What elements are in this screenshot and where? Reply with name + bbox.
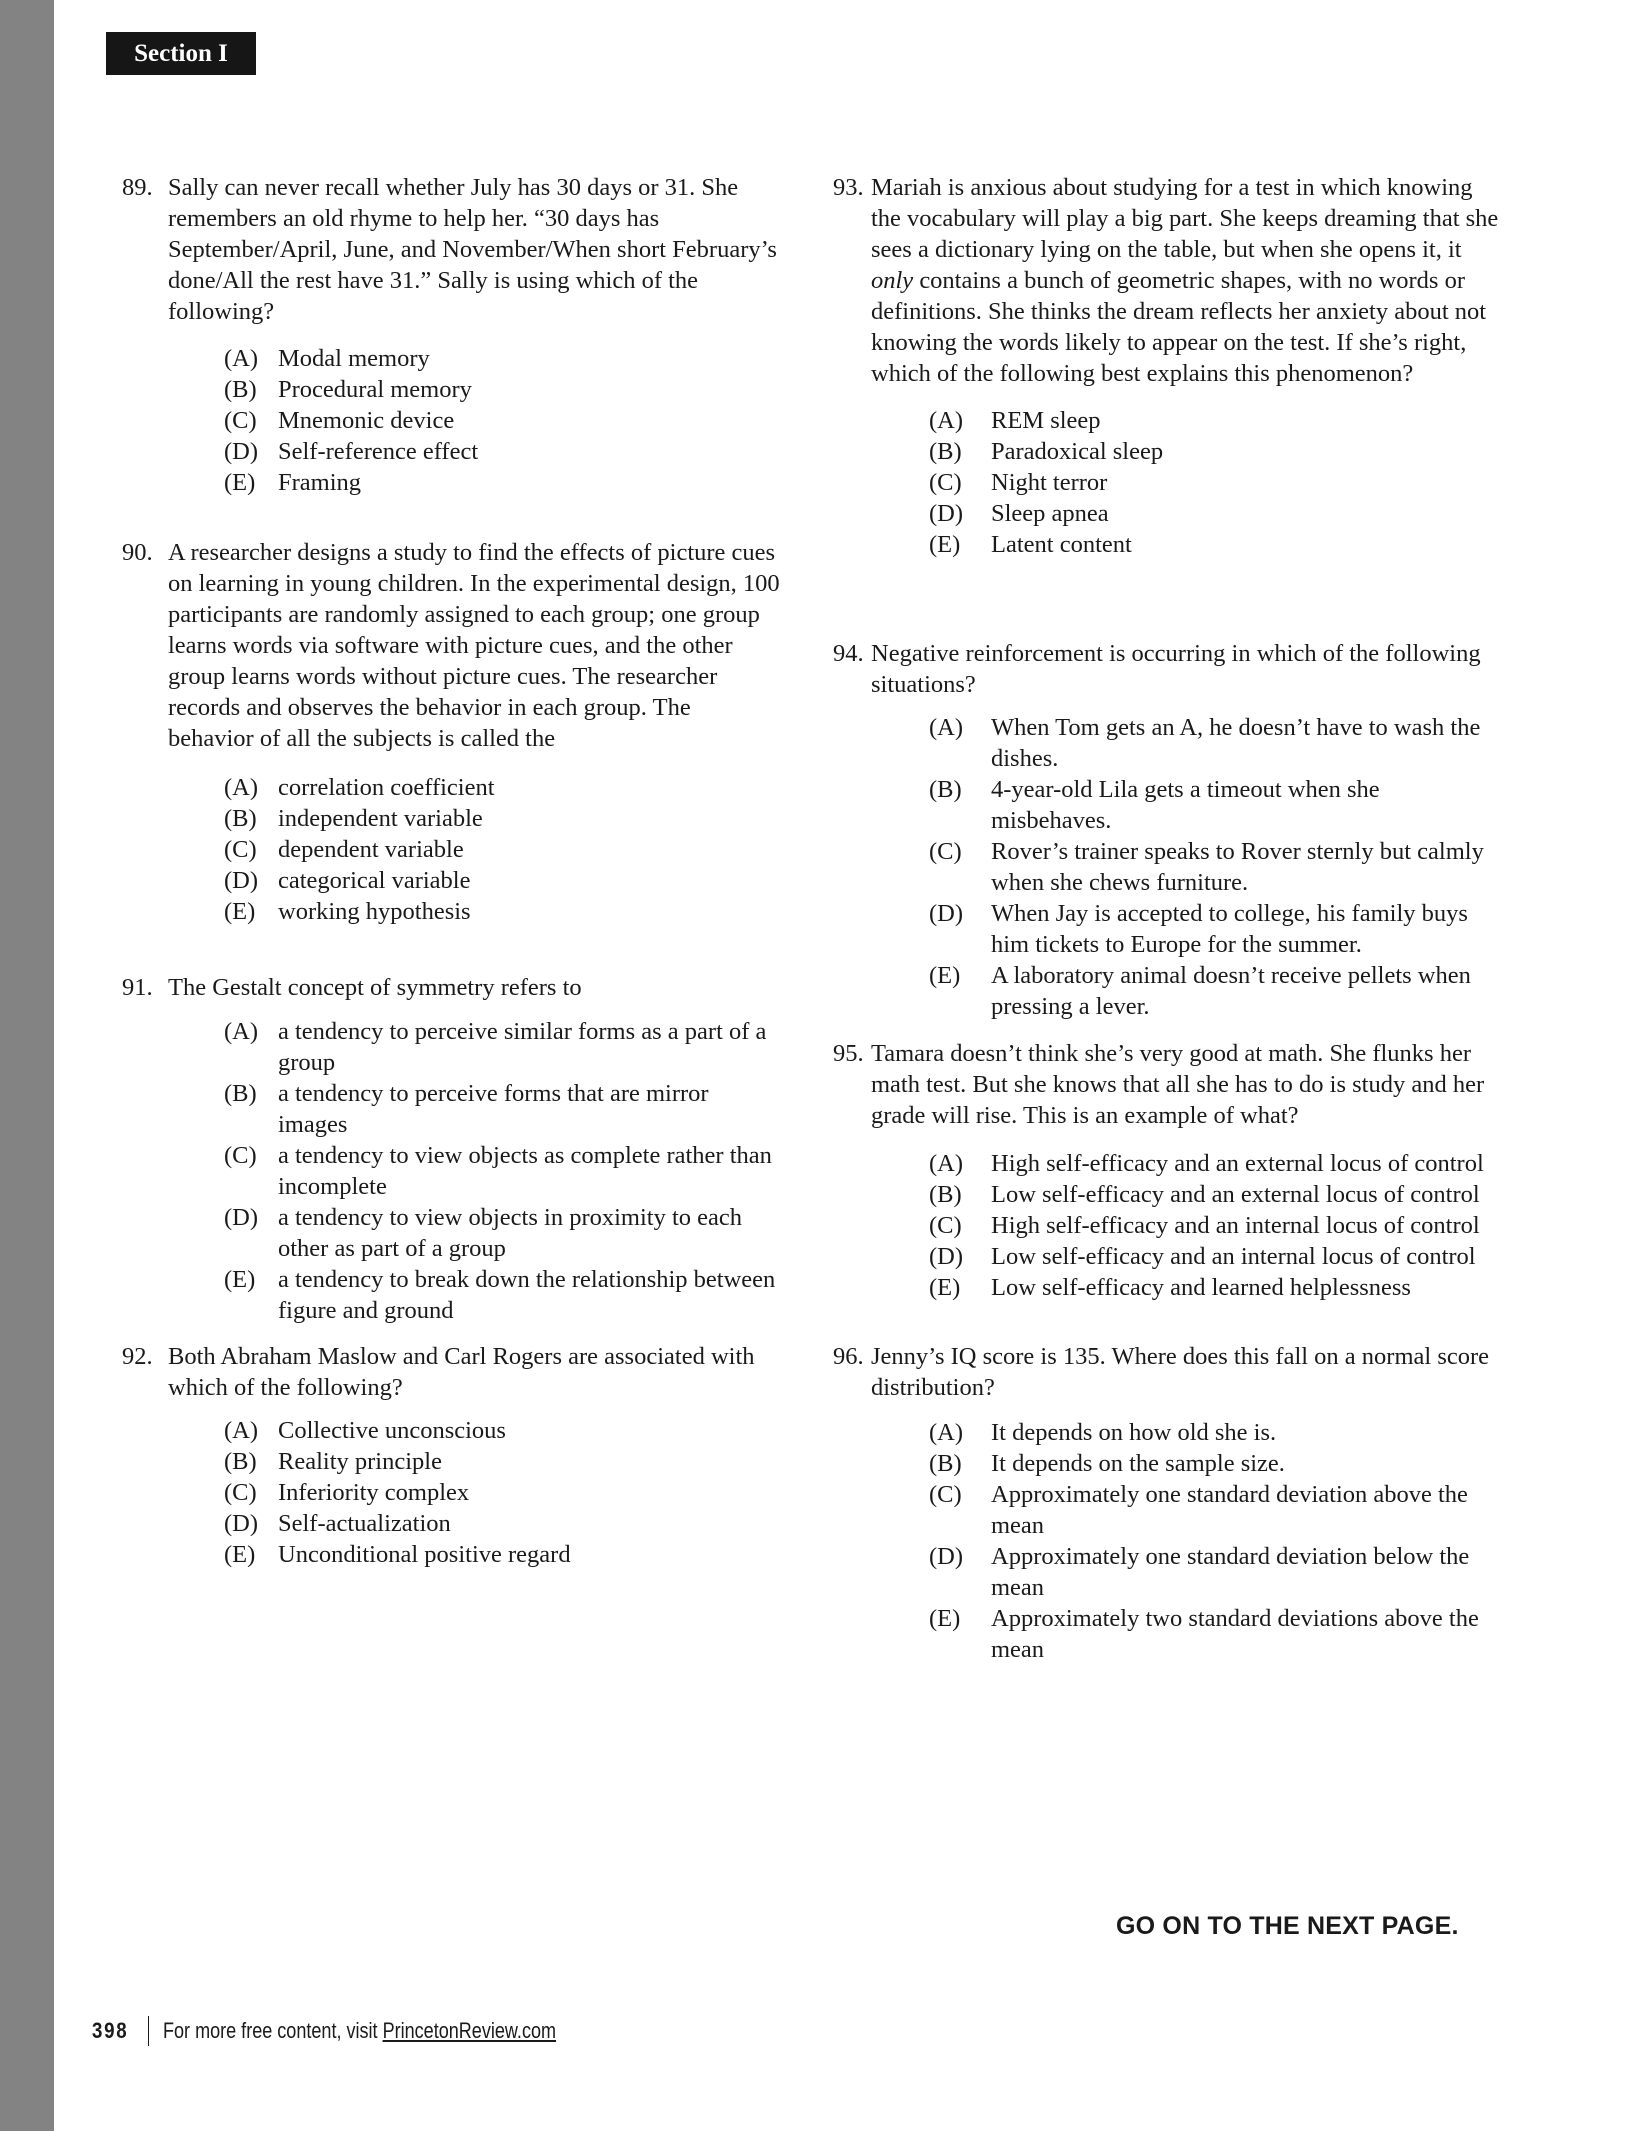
option-letter: (C) bbox=[224, 836, 257, 863]
answer-option-b[interactable] bbox=[168, 1078, 782, 1140]
option-letter: (D) bbox=[929, 500, 964, 527]
answer-option-e[interactable] bbox=[168, 896, 782, 927]
question-stem bbox=[122, 172, 782, 327]
option-letter: (B) bbox=[224, 1080, 257, 1107]
answer-option-e[interactable] bbox=[871, 529, 1503, 560]
question-stem bbox=[833, 638, 1503, 700]
option-text: a tendency to perceive forms that are mirror images bbox=[278, 1080, 709, 1138]
option-letter: (D) bbox=[224, 438, 259, 465]
option-text: Inferiority complex bbox=[278, 1479, 470, 1506]
page-number: 398 bbox=[92, 2018, 129, 2043]
question-text: Both Abraham Maslow and Carl Rogers are associated with which of the following? bbox=[168, 1343, 755, 1401]
question-text bbox=[871, 174, 1498, 387]
option-letter: (D) bbox=[224, 1204, 259, 1231]
option-text: High self-efficacy and an external locus of control bbox=[991, 1150, 1484, 1177]
option-text: Modal memory bbox=[278, 345, 430, 372]
option-text: A laboratory animal doesn’t receive pellets when pressing a lever. bbox=[991, 962, 1471, 1020]
option-letter: (A) bbox=[929, 1419, 964, 1446]
option-letter: (E) bbox=[929, 1274, 961, 1301]
option-text: Low self-efficacy and learned helplessness bbox=[991, 1274, 1411, 1301]
answer-option-e[interactable] bbox=[168, 1264, 782, 1326]
option-text: REM sleep bbox=[991, 407, 1101, 434]
question-stem bbox=[122, 537, 782, 754]
question-text-part: Mariah is anxious about studying for a test in which knowing the vocabulary will play a big part. She keeps dreaming that she sees a dictionary lying on the table, but when she opens it, it bbox=[871, 174, 1499, 263]
question-number: 93. bbox=[833, 174, 864, 201]
option-text: Low self-efficacy and an external locus of control bbox=[991, 1181, 1480, 1208]
option-letter: (B) bbox=[224, 805, 257, 832]
question-text: A researcher designs a study to find the effects of picture cues on learning in young children. In the experimental design, 100 participants are randomly assigned to each group; one group learns words via software with picture cues, and the other group learns words without picture cues. The researcher records and observes the behavior in each group. The behavior of all the subjects is called the bbox=[168, 539, 780, 752]
option-text: Approximately two standard deviations above the mean bbox=[991, 1605, 1479, 1663]
question-text: Jenny’s IQ score is 135. Where does this fall on a normal score distribution? bbox=[871, 1343, 1490, 1401]
option-text: Night terror bbox=[991, 469, 1108, 496]
option-letter: (E) bbox=[224, 469, 256, 496]
answer-option-a[interactable] bbox=[871, 1148, 1503, 1179]
option-letter: (B) bbox=[929, 438, 962, 465]
princeton-review-link[interactable]: PrincetonReview.com bbox=[382, 2018, 557, 2043]
option-text: Reality principle bbox=[278, 1448, 442, 1475]
option-letter: (A) bbox=[224, 1417, 259, 1444]
question-stem bbox=[833, 1038, 1503, 1131]
option-letter: (C) bbox=[224, 1142, 257, 1169]
promo-text: For more free content, visit bbox=[163, 2018, 383, 2043]
answer-option-a[interactable] bbox=[871, 405, 1503, 436]
option-text: Paradoxical sleep bbox=[991, 438, 1164, 465]
question-95 bbox=[833, 1038, 1503, 1303]
question-number: 92. bbox=[122, 1343, 153, 1370]
answer-options bbox=[833, 712, 1503, 1022]
answer-option-d[interactable] bbox=[871, 498, 1503, 529]
option-letter: (B) bbox=[224, 376, 257, 403]
option-letter: (A) bbox=[929, 714, 964, 741]
answer-option-a[interactable] bbox=[871, 1417, 1503, 1448]
answer-options bbox=[122, 1415, 782, 1570]
option-text: Rover’s trainer speaks to Rover sternly but calmly when she chews furniture. bbox=[991, 838, 1484, 896]
question-text: The Gestalt concept of symmetry refers to bbox=[168, 974, 582, 1001]
footer-divider bbox=[148, 2016, 149, 2046]
option-letter: (C) bbox=[929, 1212, 962, 1239]
option-text: Unconditional positive regard bbox=[278, 1541, 571, 1568]
option-text: 4-year-old Lila gets a timeout when she misbehaves. bbox=[991, 776, 1380, 834]
answer-option-d[interactable] bbox=[168, 436, 782, 467]
answer-option-b[interactable] bbox=[871, 1448, 1503, 1479]
option-letter: (C) bbox=[929, 469, 962, 496]
option-text: dependent variable bbox=[278, 836, 464, 863]
question-text: Negative reinforcement is occurring in which of the following situations? bbox=[871, 640, 1481, 698]
answer-option-c[interactable] bbox=[871, 1210, 1503, 1241]
option-text: High self-efficacy and an internal locus of control bbox=[991, 1212, 1480, 1239]
option-text: working hypothesis bbox=[278, 898, 471, 925]
question-stem bbox=[833, 172, 1503, 389]
answer-options bbox=[122, 772, 782, 927]
question-stem bbox=[122, 972, 782, 1003]
answer-option-c[interactable] bbox=[871, 467, 1503, 498]
answer-option-b[interactable] bbox=[168, 374, 782, 405]
answer-option-c[interactable] bbox=[168, 405, 782, 436]
option-text: independent variable bbox=[278, 805, 483, 832]
question-stem bbox=[122, 1341, 782, 1403]
answer-option-c[interactable] bbox=[168, 1477, 782, 1508]
answer-option-e[interactable] bbox=[168, 1539, 782, 1570]
option-letter: (C) bbox=[929, 838, 962, 865]
answer-option-c[interactable] bbox=[871, 836, 1503, 898]
option-text: Collective unconscious bbox=[278, 1417, 506, 1444]
answer-options bbox=[122, 343, 782, 498]
answer-option-a[interactable] bbox=[168, 1415, 782, 1446]
question-number: 89. bbox=[122, 174, 153, 201]
answer-option-a[interactable] bbox=[168, 1016, 782, 1078]
option-letter: (A) bbox=[929, 407, 964, 434]
question-number: 95. bbox=[833, 1040, 864, 1067]
option-text: a tendency to perceive similar forms as a part of a group bbox=[278, 1018, 767, 1076]
option-text: It depends on the sample size. bbox=[991, 1450, 1285, 1477]
option-text: When Jay is accepted to college, his family buys him tickets to Europe for the summer. bbox=[991, 900, 1468, 958]
answer-option-b[interactable] bbox=[871, 774, 1503, 836]
option-letter: (B) bbox=[929, 776, 962, 803]
option-text: categorical variable bbox=[278, 867, 471, 894]
answer-option-c[interactable] bbox=[168, 834, 782, 865]
question-stem bbox=[833, 1341, 1503, 1403]
emphasis-text: only bbox=[871, 267, 914, 294]
answer-option-a[interactable] bbox=[871, 712, 1503, 774]
page-footer bbox=[92, 2016, 642, 2046]
answer-options bbox=[833, 405, 1503, 560]
question-91 bbox=[122, 972, 782, 1326]
answer-option-b[interactable] bbox=[168, 803, 782, 834]
question-number: 94. bbox=[833, 640, 864, 667]
answer-option-e[interactable] bbox=[168, 467, 782, 498]
option-letter: (D) bbox=[224, 867, 259, 894]
option-text: Sleep apnea bbox=[991, 500, 1109, 527]
answer-option-e[interactable] bbox=[871, 1272, 1503, 1303]
option-letter: (A) bbox=[224, 345, 259, 372]
answer-option-b[interactable] bbox=[168, 1446, 782, 1477]
option-text: a tendency to view objects in proximity to each other as part of a group bbox=[278, 1204, 743, 1262]
answer-options bbox=[833, 1417, 1503, 1665]
question-96 bbox=[833, 1341, 1503, 1665]
option-letter: (C) bbox=[224, 1479, 257, 1506]
option-letter: (A) bbox=[224, 774, 259, 801]
option-letter: (E) bbox=[929, 531, 961, 558]
option-letter: (E) bbox=[929, 1605, 961, 1632]
question-90 bbox=[122, 537, 782, 927]
answer-option-d[interactable] bbox=[168, 1508, 782, 1539]
option-letter: (B) bbox=[929, 1181, 962, 1208]
question-text: Tamara doesn’t think she’s very good at math. She flunks her math test. But she knows that all she has to do is study and her grade will rise. This is an example of what? bbox=[871, 1040, 1485, 1129]
answer-option-d[interactable] bbox=[168, 1202, 782, 1264]
question-number: 90. bbox=[122, 539, 153, 566]
option-text: Procedural memory bbox=[278, 376, 472, 403]
option-letter: (E) bbox=[224, 1266, 256, 1293]
question-94 bbox=[833, 638, 1503, 1022]
footer-promo bbox=[163, 2018, 556, 2044]
option-text: a tendency to break down the relationship between figure and ground bbox=[278, 1266, 776, 1324]
answer-option-d[interactable] bbox=[168, 865, 782, 896]
question-number: 91. bbox=[122, 974, 153, 1001]
option-letter: (C) bbox=[929, 1481, 962, 1508]
answer-option-e[interactable] bbox=[871, 960, 1503, 1022]
option-text: Approximately one standard deviation above the mean bbox=[991, 1481, 1468, 1539]
option-letter: (E) bbox=[224, 1541, 256, 1568]
option-text: It depends on how old she is. bbox=[991, 1419, 1277, 1446]
answer-option-d[interactable] bbox=[871, 898, 1503, 960]
option-text: Low self-efficacy and an internal locus of control bbox=[991, 1243, 1476, 1270]
answer-option-d[interactable] bbox=[871, 1241, 1503, 1272]
option-letter: (A) bbox=[224, 1018, 259, 1045]
option-text: Self-reference effect bbox=[278, 438, 479, 465]
question-number: 96. bbox=[833, 1343, 864, 1370]
option-letter: (E) bbox=[224, 898, 256, 925]
option-text: Approximately one standard deviation below the mean bbox=[991, 1543, 1470, 1601]
option-text: When Tom gets an A, he doesn’t have to wash the dishes. bbox=[991, 714, 1481, 772]
answer-option-c[interactable] bbox=[871, 1479, 1503, 1541]
question-text: Sally can never recall whether July has 30 days or 31. She remembers an old rhyme to help her. “30 days has September/April, June, and November/When short February’s done/All the rest have 31.” Sally is using which of the following? bbox=[168, 174, 777, 325]
option-text: correlation coefficient bbox=[278, 774, 495, 801]
option-text: Framing bbox=[278, 469, 362, 496]
question-text-part: contains a bunch of geometric shapes, with no words or definitions. She thinks the dream reflects her anxiety about not knowing the words likely to appear on the test. If she’s right, which of the following best explains this phenomenon? bbox=[871, 267, 1487, 387]
option-letter: (D) bbox=[929, 900, 964, 927]
question-89 bbox=[122, 172, 782, 498]
option-letter: (B) bbox=[224, 1448, 257, 1475]
answer-option-a[interactable] bbox=[168, 772, 782, 803]
answer-options bbox=[122, 1016, 782, 1326]
answer-option-e[interactable] bbox=[871, 1603, 1503, 1665]
answer-option-d[interactable] bbox=[871, 1541, 1503, 1603]
answer-option-b[interactable] bbox=[871, 1179, 1503, 1210]
answer-options bbox=[833, 1148, 1503, 1303]
option-letter: (A) bbox=[929, 1150, 964, 1177]
option-letter: (D) bbox=[224, 1510, 259, 1537]
option-letter: (D) bbox=[929, 1543, 964, 1570]
option-letter: (B) bbox=[929, 1450, 962, 1477]
option-text: Latent content bbox=[991, 531, 1132, 558]
option-letter: (C) bbox=[224, 407, 257, 434]
option-letter: (D) bbox=[929, 1243, 964, 1270]
answer-option-a[interactable] bbox=[168, 343, 782, 374]
option-text: a tendency to view objects as complete rather than incomplete bbox=[278, 1142, 772, 1200]
page-edge-bar bbox=[0, 0, 54, 2131]
question-92 bbox=[122, 1341, 782, 1570]
option-text: Self-actualization bbox=[278, 1510, 451, 1537]
next-page-notice: GO ON TO THE NEXT PAGE. bbox=[1116, 1912, 1459, 1940]
section-label: Section I bbox=[106, 32, 256, 75]
answer-option-c[interactable] bbox=[168, 1140, 782, 1202]
option-letter: (E) bbox=[929, 962, 961, 989]
option-text: Mnemonic device bbox=[278, 407, 455, 434]
question-93 bbox=[833, 172, 1503, 560]
answer-option-b[interactable] bbox=[871, 436, 1503, 467]
